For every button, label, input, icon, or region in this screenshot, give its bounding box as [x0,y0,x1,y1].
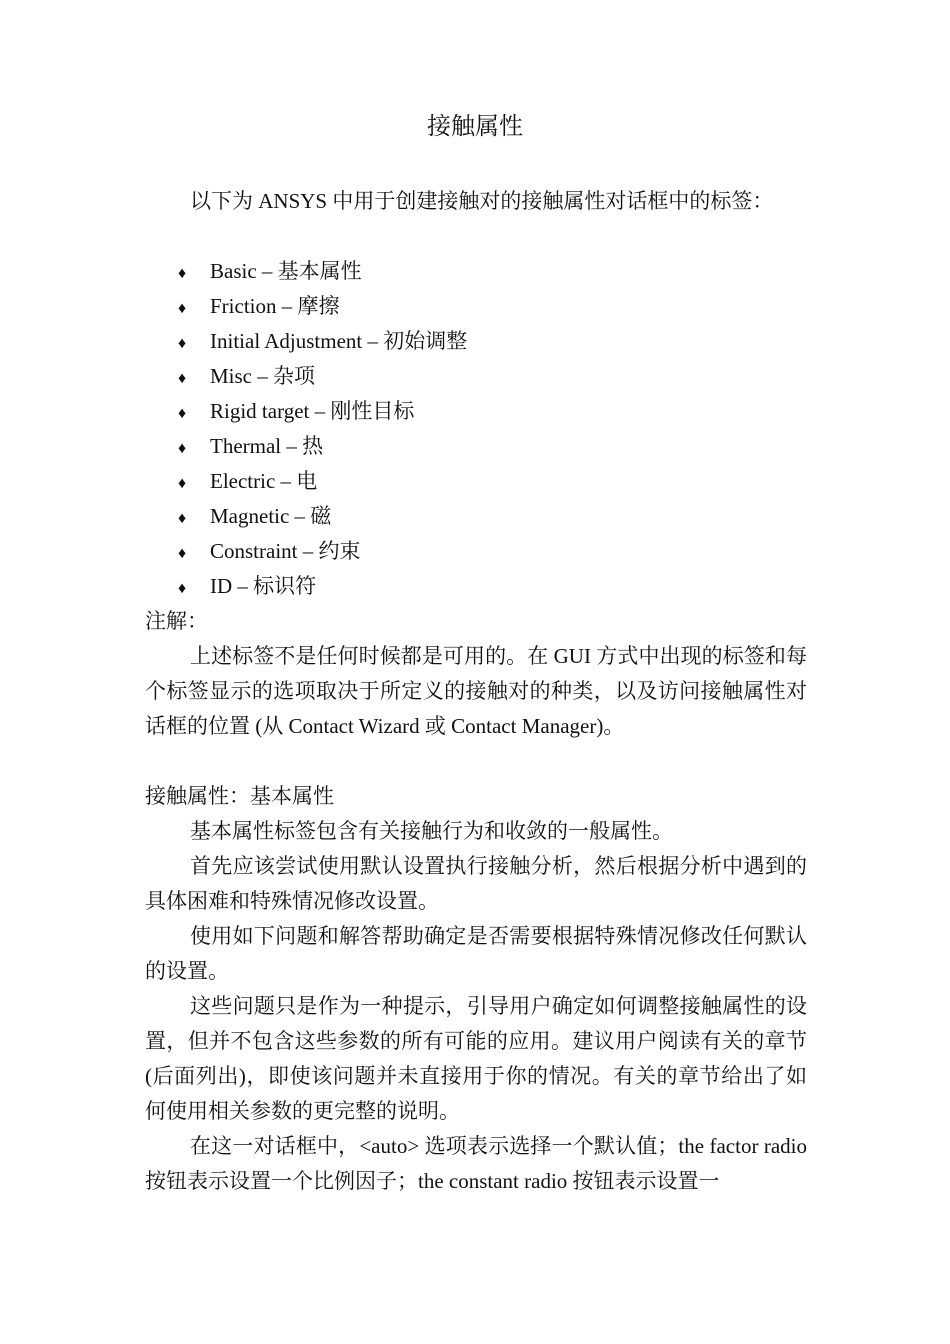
list-item [178,289,467,324]
list-item-label: Misc – 杂项 [210,364,315,388]
diamond-bullet-icon: ♦ [178,510,187,527]
list-item-label: Rigid target – 刚性目标 [210,399,415,423]
list-item [178,394,467,429]
list-item-label: Constraint – 约束 [210,539,361,563]
list-item [178,534,467,569]
intro-paragraph: 以下为 ANSYS 中用于创建接触对的接触属性对话框中的标签： [190,189,774,213]
section-paragraph: 在这一对话框中，<auto> 选项表示选择一个默认值；the factor radio 按钮表示设置一个比例因子；the constant radio 按钮表示设置一 [145,1134,807,1193]
note-heading: 注解： [145,609,208,633]
section-heading: 接触属性：基本属性 [145,784,334,808]
list-item [178,254,467,289]
list-item-label: Basic – 基本属性 [210,259,362,283]
list-item-label: Friction – 摩擦 [210,294,340,318]
diamond-bullet-icon: ♦ [178,265,187,282]
list-item [178,464,467,499]
note-paragraph: 上述标签不是任何时候都是可用的。在 GUI 方式中出现的标签和每个标签显示的选项取决于所定义的接触对的种类，以及访问接触属性对话框的位置 (从 Contact Wizard 或 Contact Manager)。 [145,644,807,738]
list-item [178,499,467,534]
diamond-bullet-icon: ♦ [178,405,187,422]
section-paragraph: 基本属性标签包含有关接触行为和收敛的一般属性。 [190,819,673,843]
list-item [178,359,467,394]
diamond-bullet-icon: ♦ [178,335,187,352]
diamond-bullet-icon: ♦ [178,475,187,492]
list-item [178,429,467,464]
diamond-bullet-icon: ♦ [178,440,187,457]
list-item-label: Magnetic – 磁 [210,504,332,528]
diamond-bullet-icon: ♦ [178,300,187,317]
list-item-label: Initial Adjustment – 初始调整 [210,329,468,353]
tab-list [178,254,467,604]
list-item-label: Electric – 电 [210,469,318,493]
list-item-label: Thermal – 热 [210,434,324,458]
list-item [178,569,467,604]
page-title: 接触属性 [427,114,523,140]
list-item-label: ID – 标识符 [210,574,317,598]
diamond-bullet-icon: ♦ [178,370,187,387]
section-paragraph: 使用如下问题和解答帮助确定是否需要根据特殊情况修改任何默认的设置。 [145,924,807,983]
list-item [178,324,467,359]
section-paragraph: 首先应该尝试使用默认设置执行接触分析，然后根据分析中遇到的具体困难和特殊情况修改设置。 [145,854,807,913]
diamond-bullet-icon: ♦ [178,580,187,597]
diamond-bullet-icon: ♦ [178,545,187,562]
section-paragraph: 这些问题只是作为一种提示，引导用户确定如何调整接触属性的设置，但并不包含这些参数的所有可能的应用。建议用户阅读有关的章节 (后面列出)，即使该问题并未直接用于你的情况。有关的章节给出了如何使用相关参数的更完整的说明。 [145,994,807,1123]
